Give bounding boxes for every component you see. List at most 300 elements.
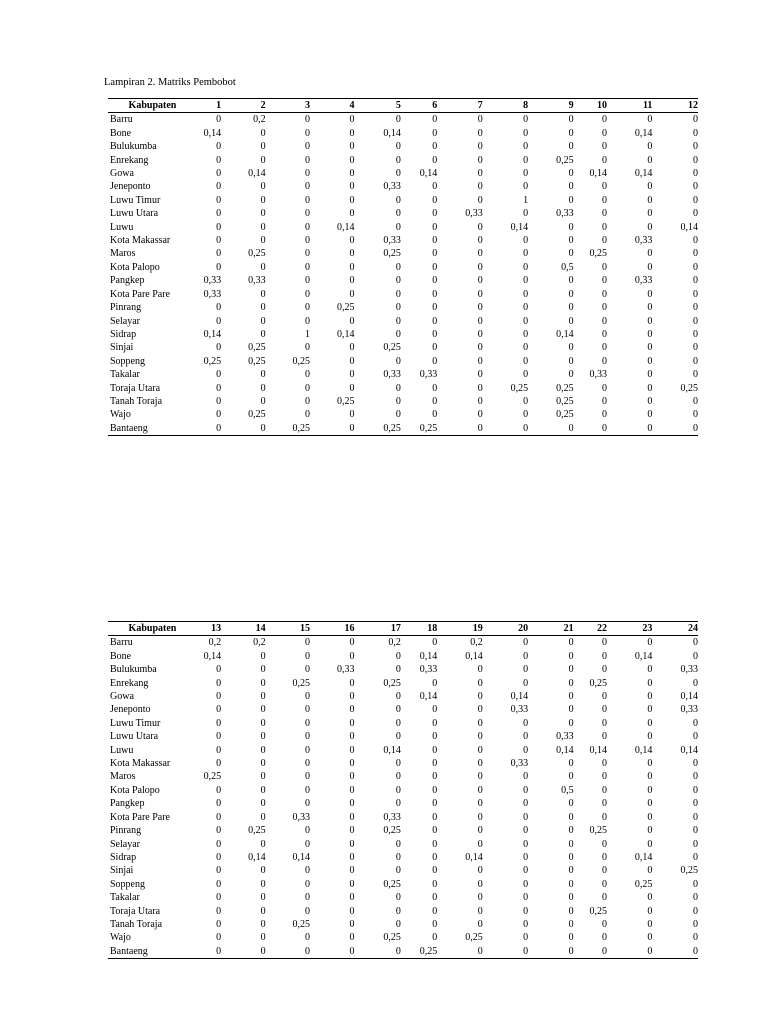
table-cell: 0 bbox=[349, 355, 355, 367]
table-cell: 0 bbox=[395, 691, 401, 703]
row-name: Gowa bbox=[110, 691, 134, 703]
table-cell: 0 bbox=[477, 865, 483, 877]
table-cell: 0 bbox=[647, 717, 653, 729]
table-cell: 0 bbox=[601, 637, 607, 649]
table-cell: 0 bbox=[693, 798, 698, 810]
table-cell: 0,25 bbox=[292, 918, 310, 930]
header-column-5: 5 bbox=[354, 99, 400, 113]
row-name: Bantaeng bbox=[108, 422, 197, 436]
table-cell: 0 bbox=[432, 194, 438, 206]
table-cell: 0 bbox=[601, 717, 607, 729]
row-name: Sinjai bbox=[110, 865, 134, 877]
table-cell: 0 bbox=[523, 235, 529, 247]
table-cell: 0 bbox=[305, 248, 310, 260]
table-row bbox=[108, 221, 698, 234]
table-cell: 0 bbox=[693, 637, 698, 649]
table-cell: 0 bbox=[395, 275, 401, 287]
table-cell: 0,2 bbox=[253, 114, 266, 126]
table-cell: 0 bbox=[601, 261, 607, 273]
table-cell: 0 bbox=[260, 194, 266, 206]
table-row bbox=[108, 382, 698, 395]
table-row bbox=[108, 355, 698, 368]
table-cell: 0 bbox=[528, 945, 573, 959]
table-cell: 0 bbox=[216, 664, 222, 676]
table-cell: 0 bbox=[349, 811, 355, 823]
table-cell: 0 bbox=[305, 892, 310, 904]
table-cell: 0 bbox=[523, 127, 529, 139]
row-name: Luwu Utara bbox=[110, 208, 159, 220]
header-column-2: 2 bbox=[221, 99, 265, 113]
table-cell: 0 bbox=[305, 838, 310, 850]
header-column-14: 14 bbox=[221, 622, 265, 636]
table-cell: 0 bbox=[432, 208, 438, 220]
table-cell: 0 bbox=[693, 758, 698, 770]
table-cell: 0 bbox=[197, 422, 221, 436]
table-cell: 0 bbox=[601, 315, 607, 327]
table-cell: 0 bbox=[647, 798, 653, 810]
table-cell: 0 bbox=[349, 691, 355, 703]
table-cell: 0,14 bbox=[680, 744, 698, 756]
table-row bbox=[108, 717, 698, 730]
table-cell: 0,25 bbox=[680, 382, 698, 394]
row-name: Takalar bbox=[110, 892, 140, 904]
table-cell: 0 bbox=[601, 288, 607, 300]
row-name: Kota Palopo bbox=[110, 784, 160, 796]
table-row bbox=[108, 690, 698, 703]
table-cell: 0 bbox=[693, 275, 698, 287]
table-cell: 0,14 bbox=[419, 168, 438, 180]
table-row bbox=[108, 154, 698, 167]
table-cell: 0 bbox=[568, 221, 574, 233]
table-cell: 0,25 bbox=[589, 825, 607, 837]
table-row bbox=[108, 744, 698, 757]
table-cell: 0 bbox=[477, 744, 483, 756]
header-column-4: 4 bbox=[310, 99, 354, 113]
table-cell: 0 bbox=[601, 181, 607, 193]
table-cell: 0 bbox=[349, 154, 355, 166]
table-cell: 0,14 bbox=[680, 221, 698, 233]
table-cell: 0 bbox=[568, 851, 574, 863]
table-cell: 0,2 bbox=[208, 637, 222, 649]
table-cell: 0,33 bbox=[419, 664, 438, 676]
table-cell: 0 bbox=[216, 811, 222, 823]
table-cell: 0 bbox=[477, 302, 483, 314]
table-cell: 0 bbox=[216, 717, 222, 729]
table-cell: 0,2 bbox=[253, 637, 266, 649]
table-cell: 0 bbox=[477, 731, 483, 743]
table-row bbox=[108, 797, 698, 810]
table-row bbox=[108, 838, 698, 851]
table-cell: 0 bbox=[523, 851, 529, 863]
header-column-16: 16 bbox=[310, 622, 354, 636]
table-cell: 0 bbox=[477, 691, 483, 703]
table-cell: 0 bbox=[523, 892, 529, 904]
table-cell: 0 bbox=[601, 851, 607, 863]
row-name: Luwu Utara bbox=[110, 731, 159, 743]
table-cell: 0 bbox=[601, 208, 607, 220]
table-cell: 0 bbox=[693, 194, 698, 206]
row-name: Gowa bbox=[110, 168, 134, 180]
table-cell: 0 bbox=[349, 342, 355, 354]
table-cell: 0 bbox=[647, 932, 653, 944]
table-cell: 0 bbox=[216, 114, 222, 126]
table-cell: 0 bbox=[260, 677, 266, 689]
table-cell: 0,25 bbox=[383, 825, 401, 837]
table-cell: 0 bbox=[305, 784, 310, 796]
table-cell: 0 bbox=[395, 302, 401, 314]
table-cell: 0 bbox=[349, 194, 355, 206]
row-name: Kota Palopo bbox=[110, 261, 160, 273]
table-cell: 0 bbox=[432, 409, 438, 421]
table-cell: 0 bbox=[647, 811, 653, 823]
table-row bbox=[108, 730, 698, 743]
table-cell: 0 bbox=[395, 918, 401, 930]
table-cell: 0,14 bbox=[556, 744, 574, 756]
table-cell: 0 bbox=[601, 114, 607, 126]
row-name: Maros bbox=[110, 771, 136, 783]
table-cell: 0 bbox=[528, 422, 573, 436]
table-row bbox=[108, 395, 698, 408]
table-cell: 0 bbox=[523, 784, 529, 796]
table-row bbox=[108, 234, 698, 247]
table-cell: 0 bbox=[607, 945, 652, 959]
table-cell: 0 bbox=[305, 691, 310, 703]
table-cell: 0 bbox=[395, 905, 401, 917]
table-cell: 0 bbox=[432, 798, 438, 810]
table-cell: 0 bbox=[216, 838, 222, 850]
table-cell: 0 bbox=[216, 208, 222, 220]
row-name: Selayar bbox=[110, 315, 140, 327]
table-cell: 0,14 bbox=[465, 650, 483, 662]
table-cell: 0 bbox=[601, 382, 607, 394]
table-cell: 0 bbox=[432, 825, 438, 837]
table-cell: 0 bbox=[260, 154, 266, 166]
table-cell: 0 bbox=[216, 677, 222, 689]
table-cell: 0 bbox=[260, 302, 266, 314]
table-cell: 0 bbox=[216, 878, 222, 890]
table-cell: 0 bbox=[432, 181, 438, 193]
table-cell: 0 bbox=[216, 302, 222, 314]
table-cell: 0 bbox=[432, 932, 438, 944]
table-cell: 0 bbox=[260, 865, 266, 877]
table-cell: 0,25 bbox=[589, 677, 607, 689]
table-cell: 0 bbox=[568, 114, 574, 126]
table-cell: 0 bbox=[432, 851, 438, 863]
table-cell: 0,33 bbox=[248, 275, 266, 287]
table-cell: 0 bbox=[647, 395, 653, 407]
table-cell: 0 bbox=[477, 141, 483, 153]
table-cell: 0 bbox=[601, 235, 607, 247]
table-cell: 0 bbox=[305, 315, 310, 327]
row-name: Jeneponto bbox=[110, 704, 151, 716]
table-cell: 0 bbox=[523, 825, 529, 837]
table-cell: 0,25 bbox=[401, 422, 437, 436]
table-cell: 0 bbox=[601, 141, 607, 153]
table-cell: 0 bbox=[693, 181, 698, 193]
table-cell: 0 bbox=[260, 650, 266, 662]
table-cell: 0 bbox=[266, 945, 310, 959]
header-column-8: 8 bbox=[483, 99, 528, 113]
table-cell: 0 bbox=[305, 154, 310, 166]
table-cell: 0 bbox=[432, 127, 438, 139]
table-cell: 0 bbox=[349, 637, 355, 649]
table-cell: 0 bbox=[432, 275, 438, 287]
table-row bbox=[108, 315, 698, 328]
table-cell: 0 bbox=[395, 141, 401, 153]
table-cell: 0 bbox=[216, 154, 222, 166]
table-cell: 0,14 bbox=[336, 221, 355, 233]
table-cell: 0 bbox=[349, 758, 355, 770]
table-cell: 0,14 bbox=[248, 168, 266, 180]
table-cell: 0 bbox=[349, 677, 355, 689]
table-cell: 0 bbox=[477, 918, 483, 930]
table-cell: 0,33 bbox=[203, 288, 222, 300]
table-cell: 0 bbox=[310, 422, 354, 436]
table-cell: 0 bbox=[601, 275, 607, 287]
table-cell: 0,25 bbox=[292, 355, 310, 367]
table-cell: 0 bbox=[483, 945, 528, 959]
row-name: Luwu bbox=[110, 744, 134, 756]
table-cell: 0,5 bbox=[561, 261, 574, 273]
table-cell: 0 bbox=[349, 288, 355, 300]
table-cell: 0 bbox=[395, 261, 401, 273]
row-name: Takalar bbox=[110, 369, 140, 381]
table-row bbox=[108, 891, 698, 904]
table-cell: 0 bbox=[432, 771, 438, 783]
table-row bbox=[108, 180, 698, 193]
table-cell: 0 bbox=[647, 905, 653, 917]
table-cell: 0 bbox=[216, 905, 222, 917]
table-row bbox=[108, 408, 698, 421]
table-cell: 0 bbox=[305, 181, 310, 193]
table-cell: 0 bbox=[305, 865, 310, 877]
table-cell: 0 bbox=[395, 395, 401, 407]
table-cell: 0 bbox=[477, 127, 483, 139]
table-cell: 0 bbox=[432, 315, 438, 327]
table-cell: 0 bbox=[523, 342, 529, 354]
table-cell: 0 bbox=[260, 261, 266, 273]
table-cell: 0 bbox=[395, 664, 401, 676]
table-cell: 0 bbox=[260, 704, 266, 716]
table-cell: 0 bbox=[568, 275, 574, 287]
table-cell: 0,14 bbox=[634, 650, 653, 662]
table-row bbox=[108, 784, 698, 797]
table-cell: 0,33 bbox=[419, 369, 438, 381]
header-column-23: 23 bbox=[607, 622, 652, 636]
table-cell: 0,25 bbox=[383, 677, 401, 689]
table-cell: 0 bbox=[693, 261, 698, 273]
table-cell: 0 bbox=[601, 342, 607, 354]
table-cell: 0 bbox=[221, 945, 265, 959]
table-cell: 0,14 bbox=[203, 328, 222, 340]
table-cell: 0 bbox=[568, 918, 574, 930]
table-cell: 0 bbox=[305, 168, 310, 180]
table-cell: 0 bbox=[693, 141, 698, 153]
weight-matrix-table-1 bbox=[108, 98, 698, 436]
table-cell: 0 bbox=[349, 825, 355, 837]
table-cell: 0 bbox=[437, 422, 482, 436]
table-cell: 0 bbox=[216, 194, 222, 206]
table-cell: 0 bbox=[607, 422, 652, 436]
table-cell: 0 bbox=[432, 704, 438, 716]
table-cell: 0,25 bbox=[292, 677, 310, 689]
table-cell: 0 bbox=[349, 382, 355, 394]
row-name: Barru bbox=[110, 114, 133, 126]
table-cell: 0 bbox=[305, 208, 310, 220]
table-cell: 0 bbox=[568, 838, 574, 850]
table-cell: 0,25 bbox=[203, 771, 222, 783]
table-cell: 0 bbox=[647, 154, 653, 166]
table-cell: 0 bbox=[693, 784, 698, 796]
table-cell: 0,33 bbox=[336, 664, 355, 676]
table-row bbox=[108, 288, 698, 301]
table-cell: 0 bbox=[647, 302, 653, 314]
table-cell: 0 bbox=[354, 945, 400, 959]
header-column-1: 1 bbox=[197, 99, 221, 113]
table-cell: 0 bbox=[523, 865, 529, 877]
row-name: Wajo bbox=[110, 409, 131, 421]
header-column-19: 19 bbox=[437, 622, 482, 636]
table-cell: 0 bbox=[523, 181, 529, 193]
table-cell: 0,14 bbox=[634, 168, 653, 180]
table-row bbox=[108, 663, 698, 676]
table-cell: 0 bbox=[568, 664, 574, 676]
table-cell: 0 bbox=[432, 758, 438, 770]
table-cell: 0 bbox=[647, 825, 653, 837]
table-row bbox=[108, 864, 698, 877]
table-cell: 0 bbox=[523, 141, 529, 153]
table-cell: 0 bbox=[601, 650, 607, 662]
table-cell: 0 bbox=[432, 811, 438, 823]
table-cell: 0 bbox=[477, 395, 483, 407]
table-cell: 0,14 bbox=[383, 127, 401, 139]
table-cell: 0 bbox=[437, 945, 482, 959]
table-cell: 0 bbox=[260, 731, 266, 743]
table-cell: 0,14 bbox=[510, 691, 529, 703]
table-cell: 0 bbox=[260, 784, 266, 796]
table-cell: 0 bbox=[432, 355, 438, 367]
table-cell: 0,25 bbox=[465, 932, 483, 944]
table-cell: 0 bbox=[477, 288, 483, 300]
table-cell: 0 bbox=[305, 758, 310, 770]
table-cell: 0,14 bbox=[634, 851, 653, 863]
header-column-9: 9 bbox=[528, 99, 573, 113]
table-row bbox=[108, 878, 698, 891]
row-name: Sidrap bbox=[110, 328, 137, 340]
table-cell: 0 bbox=[647, 865, 653, 877]
table-cell: 0 bbox=[305, 261, 310, 273]
table-cell: 0 bbox=[477, 704, 483, 716]
table-row bbox=[108, 274, 698, 287]
header-row bbox=[108, 99, 698, 113]
table-cell: 0 bbox=[432, 731, 438, 743]
table-row bbox=[108, 261, 698, 274]
table-cell: 0 bbox=[349, 208, 355, 220]
table-cell: 0,5 bbox=[561, 784, 574, 796]
table-cell: 0 bbox=[477, 771, 483, 783]
header-column-13: 13 bbox=[197, 622, 221, 636]
table-cell: 0 bbox=[693, 409, 698, 421]
table-cell: 0 bbox=[693, 369, 698, 381]
table-cell: 0,25 bbox=[383, 932, 401, 944]
table-cell: 0 bbox=[693, 771, 698, 783]
table-cell: 0 bbox=[305, 825, 310, 837]
table-cell: 0 bbox=[693, 878, 698, 890]
table-cell: 0 bbox=[601, 221, 607, 233]
table-cell: 0 bbox=[523, 905, 529, 917]
table-cell: 0 bbox=[432, 114, 438, 126]
table-cell: 0,14 bbox=[203, 650, 222, 662]
table-cell: 0 bbox=[523, 664, 529, 676]
table-cell: 0 bbox=[349, 235, 355, 247]
table-cell: 0 bbox=[216, 851, 222, 863]
table-cell: 0 bbox=[216, 248, 222, 260]
table-cell: 0 bbox=[349, 798, 355, 810]
table-cell: 0,33 bbox=[383, 369, 401, 381]
table-cell: 0 bbox=[260, 181, 266, 193]
table-cell: 0 bbox=[477, 382, 483, 394]
table-cell: 0 bbox=[216, 704, 222, 716]
table-cell: 0 bbox=[693, 851, 698, 863]
table-cell: 0 bbox=[216, 825, 222, 837]
table-cell: 0 bbox=[432, 328, 438, 340]
table-cell: 0,14 bbox=[419, 691, 438, 703]
table-row bbox=[108, 328, 698, 341]
table-cell: 0 bbox=[216, 918, 222, 930]
table-cell: 0 bbox=[477, 221, 483, 233]
table-cell: 0 bbox=[216, 315, 222, 327]
row-name: Enrekang bbox=[110, 154, 149, 166]
table-cell: 0 bbox=[432, 838, 438, 850]
table-cell: 0 bbox=[693, 355, 698, 367]
table-cell: 0 bbox=[477, 664, 483, 676]
table-cell: 0,14 bbox=[680, 691, 698, 703]
table-cell: 0 bbox=[349, 181, 355, 193]
table-cell: 0 bbox=[568, 704, 574, 716]
table-cell: 0 bbox=[260, 758, 266, 770]
table-cell: 0 bbox=[477, 838, 483, 850]
table-cell: 0 bbox=[432, 302, 438, 314]
table-cell: 0 bbox=[601, 194, 607, 206]
table-cell: 0 bbox=[647, 409, 653, 421]
table-cell: 0 bbox=[647, 784, 653, 796]
table-cell: 0 bbox=[568, 677, 574, 689]
table-cell: 0 bbox=[395, 168, 401, 180]
table-cell: 0 bbox=[216, 181, 222, 193]
header-kabupaten: Kabupaten bbox=[108, 99, 197, 113]
table-cell: 0,14 bbox=[589, 744, 607, 756]
table-cell: 0 bbox=[305, 932, 310, 944]
row-name: Maros bbox=[110, 248, 136, 260]
table-cell: 0 bbox=[647, 369, 653, 381]
table-cell: 0 bbox=[221, 422, 265, 436]
row-name: Kota Pare Pare bbox=[110, 288, 170, 300]
table-cell: 0 bbox=[568, 248, 574, 260]
table-cell: 0 bbox=[477, 315, 483, 327]
table-cell: 0 bbox=[568, 825, 574, 837]
row-name: Bone bbox=[110, 127, 132, 139]
table-cell: 0 bbox=[477, 181, 483, 193]
table-cell: 0 bbox=[432, 342, 438, 354]
table-cell: 0 bbox=[305, 395, 310, 407]
table-cell: 0,25 bbox=[556, 409, 574, 421]
table-cell: 0 bbox=[477, 825, 483, 837]
table-cell: 0 bbox=[349, 261, 355, 273]
table-cell: 0 bbox=[601, 878, 607, 890]
table-cell: 0 bbox=[523, 771, 529, 783]
table-cell: 0 bbox=[349, 275, 355, 287]
table-cell: 0,25 bbox=[589, 248, 607, 260]
